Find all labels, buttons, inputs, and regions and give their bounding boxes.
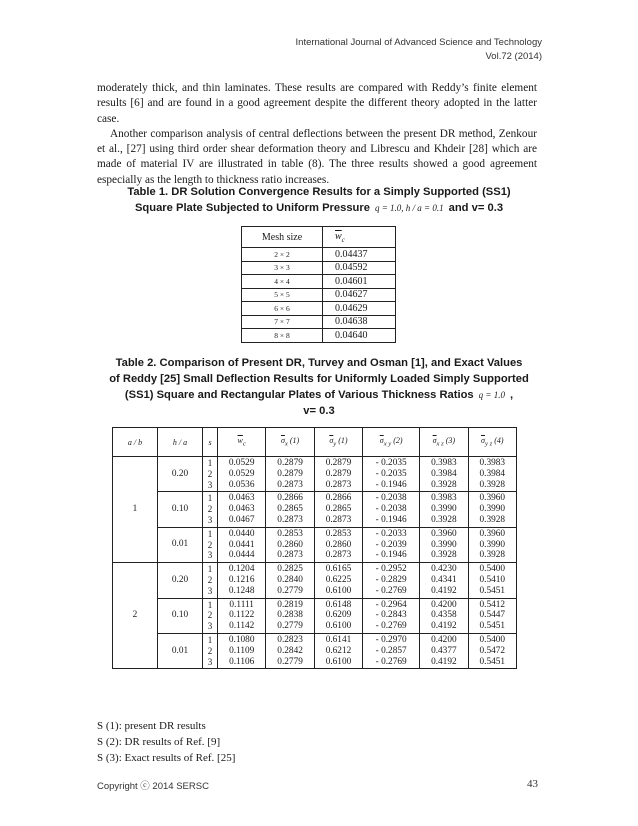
cell-syz-value: 0.3990 bbox=[479, 539, 506, 550]
cell-s-value: 2 bbox=[207, 574, 213, 585]
table2-body bbox=[113, 457, 517, 669]
cell-sxz bbox=[420, 492, 468, 527]
cell-sx bbox=[266, 598, 314, 633]
cell-syz-value: 0.3960 bbox=[479, 528, 506, 539]
cell-ha: 0.01 bbox=[158, 527, 203, 562]
cell-w bbox=[218, 633, 266, 668]
cell-sxy-value: - 0.2843 bbox=[375, 610, 407, 621]
cell-sx-value: 0.2866 bbox=[277, 493, 303, 504]
cell-ab: 2 bbox=[113, 563, 158, 669]
table1-header-mesh: Mesh size bbox=[242, 227, 323, 248]
cell-sxy-value: - 0.2039 bbox=[375, 539, 407, 550]
table1-cell-w: 0.04592 bbox=[323, 261, 396, 275]
cell-sxy-value: - 0.1946 bbox=[375, 514, 407, 525]
cell-sx bbox=[266, 492, 314, 527]
cell-syz-value: 0.3928 bbox=[479, 479, 506, 490]
cell-syz-value: 0.3960 bbox=[479, 493, 506, 504]
cell-sxz-value: 0.4192 bbox=[431, 656, 457, 667]
cell-sxy-value: - 0.2769 bbox=[375, 585, 407, 596]
note-s3: S (3): Exact results of Ref. [25] bbox=[97, 752, 236, 764]
cell-s-value: 3 bbox=[207, 656, 213, 667]
cell-s bbox=[203, 598, 218, 633]
body-text bbox=[97, 81, 537, 188]
cell-syz-value: 0.3928 bbox=[479, 550, 506, 561]
header-syz: $\overline{\sigma}_{y z}$ (4) bbox=[468, 428, 516, 457]
table1-row bbox=[242, 261, 396, 275]
table1 bbox=[241, 226, 396, 343]
cell-s-value: 2 bbox=[207, 645, 213, 656]
running-header bbox=[296, 36, 542, 64]
cell-w-value: 0.1248 bbox=[228, 585, 255, 596]
cell-ha: 0.10 bbox=[158, 492, 203, 527]
cell-sy-value: 0.6212 bbox=[325, 645, 352, 656]
table2-header-row bbox=[113, 428, 517, 457]
table1-cell-w: 0.04601 bbox=[323, 275, 396, 289]
cell-w-value: 0.0463 bbox=[228, 493, 255, 504]
table1-cell-w: 0.04437 bbox=[323, 248, 396, 262]
cell-w-value: 0.0536 bbox=[228, 479, 255, 490]
paragraph-2: Another comparison analysis of central deflections between the present DR method, Zenkour et al., [27] using third order shear deformation theory and Librescu and Khdeir [28] which are made of material IV are illustrated in table (8). The three results showed a good agreement especially as the length to thickness ratio increases. bbox=[97, 127, 537, 186]
table1-cell-w: 0.04627 bbox=[323, 288, 396, 302]
cell-sy-value: 0.2873 bbox=[325, 550, 352, 561]
cell-s-value: 2 bbox=[207, 468, 213, 479]
cell-w bbox=[218, 457, 266, 492]
cell-sx bbox=[266, 457, 314, 492]
table1-caption-line1: Table 1. DR Solution Convergence Results for a Simply Supported (SS1) bbox=[127, 186, 511, 198]
cell-w-value: 0.0467 bbox=[228, 514, 255, 525]
cell-sxy-value: - 0.2035 bbox=[375, 458, 407, 468]
table1-row bbox=[242, 302, 396, 316]
cell-syz-value: 0.5472 bbox=[479, 645, 506, 656]
cell-sxy bbox=[363, 527, 420, 562]
table2-row bbox=[113, 492, 517, 527]
cell-sy-value: 0.6100 bbox=[325, 656, 352, 667]
cell-sxz bbox=[420, 457, 468, 492]
note-s2: S (2): DR results of Ref. [9] bbox=[97, 736, 221, 748]
cell-sxz-value: 0.3990 bbox=[431, 539, 457, 550]
table2-caption-line1: Table 2. Comparison of Present DR, Turvey and Osman [1], and Exact Values bbox=[115, 357, 523, 369]
cell-s-value: 1 bbox=[207, 564, 213, 575]
cell-sy-value: 0.2853 bbox=[325, 528, 352, 539]
journal-name: International Journal of Advanced Science and Technology bbox=[295, 37, 542, 48]
cell-s-value: 1 bbox=[207, 599, 213, 610]
cell-syz-value: 0.3990 bbox=[479, 504, 506, 515]
cell-s bbox=[203, 457, 218, 492]
cell-sxz-value: 0.4200 bbox=[431, 634, 457, 645]
cell-sxz-value: 0.3983 bbox=[431, 493, 457, 504]
cell-syz-value: 0.3983 bbox=[479, 458, 506, 468]
cell-sxz-value: 0.4341 bbox=[431, 574, 457, 585]
cell-sx-value: 0.2873 bbox=[277, 479, 303, 490]
table2-caption-formula: q = 1.0 bbox=[478, 390, 505, 400]
cell-s bbox=[203, 492, 218, 527]
cell-syz bbox=[468, 633, 516, 668]
cell-w-value: 0.0529 bbox=[228, 458, 255, 468]
cell-s-value: 3 bbox=[207, 514, 213, 525]
cell-sx bbox=[266, 527, 314, 562]
table1-row bbox=[242, 248, 396, 262]
cell-sy bbox=[314, 598, 362, 633]
header-sy: $\overline{\sigma}_y$ (1) bbox=[314, 428, 362, 457]
header-sxy: $\overline{\sigma}_{x y}$ (2) bbox=[363, 428, 420, 457]
table1-body bbox=[242, 248, 396, 343]
cell-sx-value: 0.2779 bbox=[277, 656, 303, 667]
header-s: s bbox=[203, 428, 218, 457]
cell-syz-value: 0.5451 bbox=[479, 585, 506, 596]
cell-sxz-value: 0.4230 bbox=[431, 564, 457, 575]
cell-sx-value: 0.2779 bbox=[277, 585, 303, 596]
cell-syz-value: 0.5447 bbox=[479, 610, 506, 621]
table2-row bbox=[113, 563, 517, 598]
cell-s bbox=[203, 633, 218, 668]
cell-sx-value: 0.2873 bbox=[277, 514, 303, 525]
table1-cell-w: 0.04629 bbox=[323, 302, 396, 316]
cell-w-value: 0.0463 bbox=[228, 504, 255, 515]
cell-s-value: 1 bbox=[207, 634, 213, 645]
table1-cell-mesh: 7 × 7 bbox=[242, 315, 323, 329]
cell-sy-value: 0.6148 bbox=[325, 599, 352, 610]
cell-s-value: 1 bbox=[207, 458, 213, 468]
cell-sx-value: 0.2865 bbox=[277, 504, 303, 515]
cell-syz-value: 0.5400 bbox=[479, 564, 506, 575]
table2-row bbox=[113, 633, 517, 668]
header-ha: h / a bbox=[158, 428, 203, 457]
cell-sx-value: 0.2879 bbox=[277, 468, 303, 479]
cell-sx-value: 0.2879 bbox=[277, 458, 303, 468]
cell-s bbox=[203, 527, 218, 562]
cell-sxz-value: 0.4192 bbox=[431, 585, 457, 596]
table1-caption bbox=[90, 184, 548, 216]
cell-syz bbox=[468, 527, 516, 562]
cell-s-value: 3 bbox=[207, 621, 213, 632]
cell-sxy-value: - 0.1946 bbox=[375, 479, 407, 490]
cell-s-value: 1 bbox=[207, 528, 213, 539]
cell-sxy bbox=[363, 633, 420, 668]
table1-header-row bbox=[242, 227, 396, 248]
cell-syz bbox=[468, 598, 516, 633]
cell-sxz-value: 0.3984 bbox=[431, 468, 457, 479]
cell-sx-value: 0.2853 bbox=[277, 528, 303, 539]
cell-w-value: 0.0440 bbox=[228, 528, 255, 539]
cell-sy-value: 0.6209 bbox=[325, 610, 352, 621]
cell-sx bbox=[266, 633, 314, 668]
table1-row bbox=[242, 329, 396, 343]
header-sx: $\overline{\sigma}_x$ (1) bbox=[266, 428, 314, 457]
table1-caption-text: Square Plate Subjected to Uniform Pressure bbox=[134, 202, 370, 214]
cell-w-value: 0.0529 bbox=[228, 468, 255, 479]
cell-ha: 0.10 bbox=[158, 598, 203, 633]
cell-sxy bbox=[363, 492, 420, 527]
copyright-text: Copyright ⓒ 2014 SERSC bbox=[97, 781, 209, 792]
cell-s-value: 2 bbox=[207, 610, 213, 621]
table1-cell-mesh: 6 × 6 bbox=[242, 302, 323, 316]
table1-header-w: $\overline{w}_c$ bbox=[323, 227, 396, 248]
journal-volume: Vol.72 (2014) bbox=[485, 51, 542, 62]
cell-sxy-value: - 0.2035 bbox=[375, 468, 407, 479]
table1-cell-mesh: 3 × 3 bbox=[242, 261, 323, 275]
cell-w-value: 0.1106 bbox=[229, 656, 255, 667]
cell-sxz-value: 0.3928 bbox=[431, 550, 457, 561]
table1-cell-w: 0.04640 bbox=[323, 329, 396, 343]
page-number: 43 bbox=[527, 778, 538, 790]
cell-w-value: 0.1142 bbox=[229, 621, 255, 632]
table2-row bbox=[113, 527, 517, 562]
cell-sy-value: 0.2873 bbox=[325, 514, 352, 525]
cell-sxy-value: - 0.2829 bbox=[375, 574, 407, 585]
cell-sy-value: 0.6100 bbox=[325, 585, 352, 596]
cell-w bbox=[218, 527, 266, 562]
cell-sy bbox=[314, 563, 362, 598]
cell-sy bbox=[314, 457, 362, 492]
cell-w-value: 0.1109 bbox=[229, 645, 255, 656]
cell-sx-value: 0.2873 bbox=[277, 550, 303, 561]
cell-sxy-value: - 0.2952 bbox=[375, 564, 407, 575]
cell-sxz-value: 0.3928 bbox=[431, 514, 457, 525]
cell-sy-value: 0.6100 bbox=[325, 621, 352, 632]
table1-cell-mesh: 4 × 4 bbox=[242, 275, 323, 289]
table1-cell-mesh: 5 × 5 bbox=[242, 288, 323, 302]
cell-sy-value: 0.2865 bbox=[325, 504, 352, 515]
cell-syz bbox=[468, 492, 516, 527]
cell-sx-value: 0.2860 bbox=[277, 539, 303, 550]
cell-ab: 1 bbox=[113, 457, 158, 563]
cell-sx-value: 0.2838 bbox=[277, 610, 303, 621]
cell-w-value: 0.1122 bbox=[229, 610, 255, 621]
table1-row bbox=[242, 315, 396, 329]
table1-caption-formula: q = 1.0, h / a = 0.1 bbox=[374, 203, 444, 213]
cell-w bbox=[218, 563, 266, 598]
cell-sy-value: 0.2879 bbox=[325, 468, 352, 479]
cell-sxy bbox=[363, 457, 420, 492]
cell-syz bbox=[468, 563, 516, 598]
table1-cell-mesh: 2 × 2 bbox=[242, 248, 323, 262]
cell-w bbox=[218, 598, 266, 633]
header-w: $\overline{w}_c$ bbox=[218, 428, 266, 457]
cell-w-value: 0.1080 bbox=[228, 634, 255, 645]
cell-sy-value: 0.6165 bbox=[325, 564, 352, 575]
note-s1: S (1): present DR results bbox=[97, 720, 206, 732]
cell-w-value: 0.1216 bbox=[228, 574, 255, 585]
cell-sy bbox=[314, 492, 362, 527]
cell-syz-value: 0.5412 bbox=[479, 599, 506, 610]
cell-sxy-value: - 0.2769 bbox=[375, 621, 407, 632]
cell-syz bbox=[468, 457, 516, 492]
cell-sx-value: 0.2842 bbox=[277, 645, 303, 656]
table2 bbox=[112, 427, 517, 669]
cell-sxy-value: - 0.2964 bbox=[375, 599, 407, 610]
table2-caption-line2: of Reddy [25] Small Deflection Results for Uniformly Loaded Simply Supported bbox=[109, 373, 529, 385]
cell-sxz bbox=[420, 563, 468, 598]
paragraph-1: moderately thick, and thin laminates. These results are compared with Reddy’s finite element results [6] and are found in a good agreement despite the different theory adopted in the latter case. bbox=[97, 82, 537, 125]
cell-syz-value: 0.5451 bbox=[479, 621, 506, 632]
cell-sy-value: 0.2866 bbox=[325, 493, 352, 504]
table1-row bbox=[242, 275, 396, 289]
cell-s-value: 2 bbox=[207, 539, 213, 550]
cell-sy bbox=[314, 527, 362, 562]
table2-row bbox=[113, 598, 517, 633]
cell-sxy-value: - 0.2769 bbox=[375, 656, 407, 667]
cell-sxz-value: 0.3960 bbox=[431, 528, 457, 539]
cell-sxz-value: 0.3990 bbox=[431, 504, 457, 515]
cell-sx bbox=[266, 563, 314, 598]
cell-sxy bbox=[363, 563, 420, 598]
header-sxz: $\overline{\sigma}_{x z}$ (3) bbox=[420, 428, 468, 457]
cell-sxy-value: - 0.2038 bbox=[375, 504, 407, 515]
cell-sy-value: 0.2860 bbox=[325, 539, 352, 550]
cell-w-value: 0.1204 bbox=[228, 564, 255, 575]
cell-sxy bbox=[363, 598, 420, 633]
cell-syz-value: 0.5400 bbox=[479, 634, 506, 645]
cell-syz-value: 0.3928 bbox=[479, 514, 506, 525]
cell-sxy-value: - 0.2857 bbox=[375, 645, 407, 656]
cell-sy-value: 0.6141 bbox=[325, 634, 352, 645]
table2-caption-tail: , bbox=[510, 389, 514, 401]
cell-s-value: 3 bbox=[207, 550, 213, 561]
table1-caption-line2 bbox=[90, 200, 548, 216]
cell-ha: 0.01 bbox=[158, 633, 203, 668]
cell-w bbox=[218, 492, 266, 527]
cell-sxz-value: 0.4200 bbox=[431, 599, 457, 610]
table2-caption-text: (SS1) Square and Rectangular Plates of Various Thickness Ratios bbox=[124, 389, 474, 401]
cell-w-value: 0.0441 bbox=[228, 539, 255, 550]
cell-s-value: 3 bbox=[207, 479, 213, 490]
table1-row bbox=[242, 288, 396, 302]
cell-sxz-value: 0.4358 bbox=[431, 610, 457, 621]
cell-sx-value: 0.2779 bbox=[277, 621, 303, 632]
cell-s-value: 1 bbox=[207, 493, 213, 504]
cell-sx-value: 0.2840 bbox=[277, 574, 303, 585]
cell-sx-value: 0.2825 bbox=[277, 564, 303, 575]
table2-notes bbox=[97, 718, 235, 766]
table2-caption-line3 bbox=[90, 387, 548, 403]
cell-sxy-value: - 0.1946 bbox=[375, 550, 407, 561]
cell-sx-value: 0.2819 bbox=[277, 599, 303, 610]
table1-caption-tail: and v= 0.3 bbox=[448, 202, 504, 214]
cell-sxz-value: 0.3928 bbox=[431, 479, 457, 490]
cell-sxz-value: 0.4192 bbox=[431, 621, 457, 632]
header-ab: a / b bbox=[113, 428, 158, 457]
cell-s-value: 2 bbox=[207, 504, 213, 515]
cell-syz-value: 0.5410 bbox=[479, 574, 506, 585]
table1-cell-mesh: 8 × 8 bbox=[242, 329, 323, 343]
cell-syz-value: 0.3984 bbox=[479, 468, 506, 479]
cell-sy-value: 0.2873 bbox=[325, 479, 352, 490]
cell-sxy-value: - 0.2970 bbox=[375, 634, 407, 645]
cell-sxz bbox=[420, 633, 468, 668]
table2-caption bbox=[90, 355, 548, 419]
cell-sxy-value: - 0.2038 bbox=[375, 493, 407, 504]
cell-s-value: 3 bbox=[207, 585, 213, 596]
cell-s bbox=[203, 563, 218, 598]
cell-ha: 0.20 bbox=[158, 563, 203, 598]
table2-caption-line4: v= 0.3 bbox=[303, 405, 335, 417]
cell-sx-value: 0.2823 bbox=[277, 634, 303, 645]
cell-sxz-value: 0.4377 bbox=[431, 645, 457, 656]
cell-ha: 0.20 bbox=[158, 457, 203, 492]
page-footer bbox=[97, 778, 538, 792]
cell-sy bbox=[314, 633, 362, 668]
table1-cell-w: 0.04638 bbox=[323, 315, 396, 329]
cell-sxz bbox=[420, 598, 468, 633]
cell-syz-value: 0.5451 bbox=[479, 656, 506, 667]
cell-sy-value: 0.6225 bbox=[325, 574, 352, 585]
table2-row bbox=[113, 457, 517, 492]
cell-sxz bbox=[420, 527, 468, 562]
cell-w-value: 0.1111 bbox=[229, 599, 254, 610]
cell-sxz-value: 0.3983 bbox=[431, 458, 457, 468]
cell-sy-value: 0.2879 bbox=[325, 458, 352, 468]
cell-w-value: 0.0444 bbox=[228, 550, 255, 561]
cell-sxy-value: - 0.2033 bbox=[375, 528, 407, 539]
